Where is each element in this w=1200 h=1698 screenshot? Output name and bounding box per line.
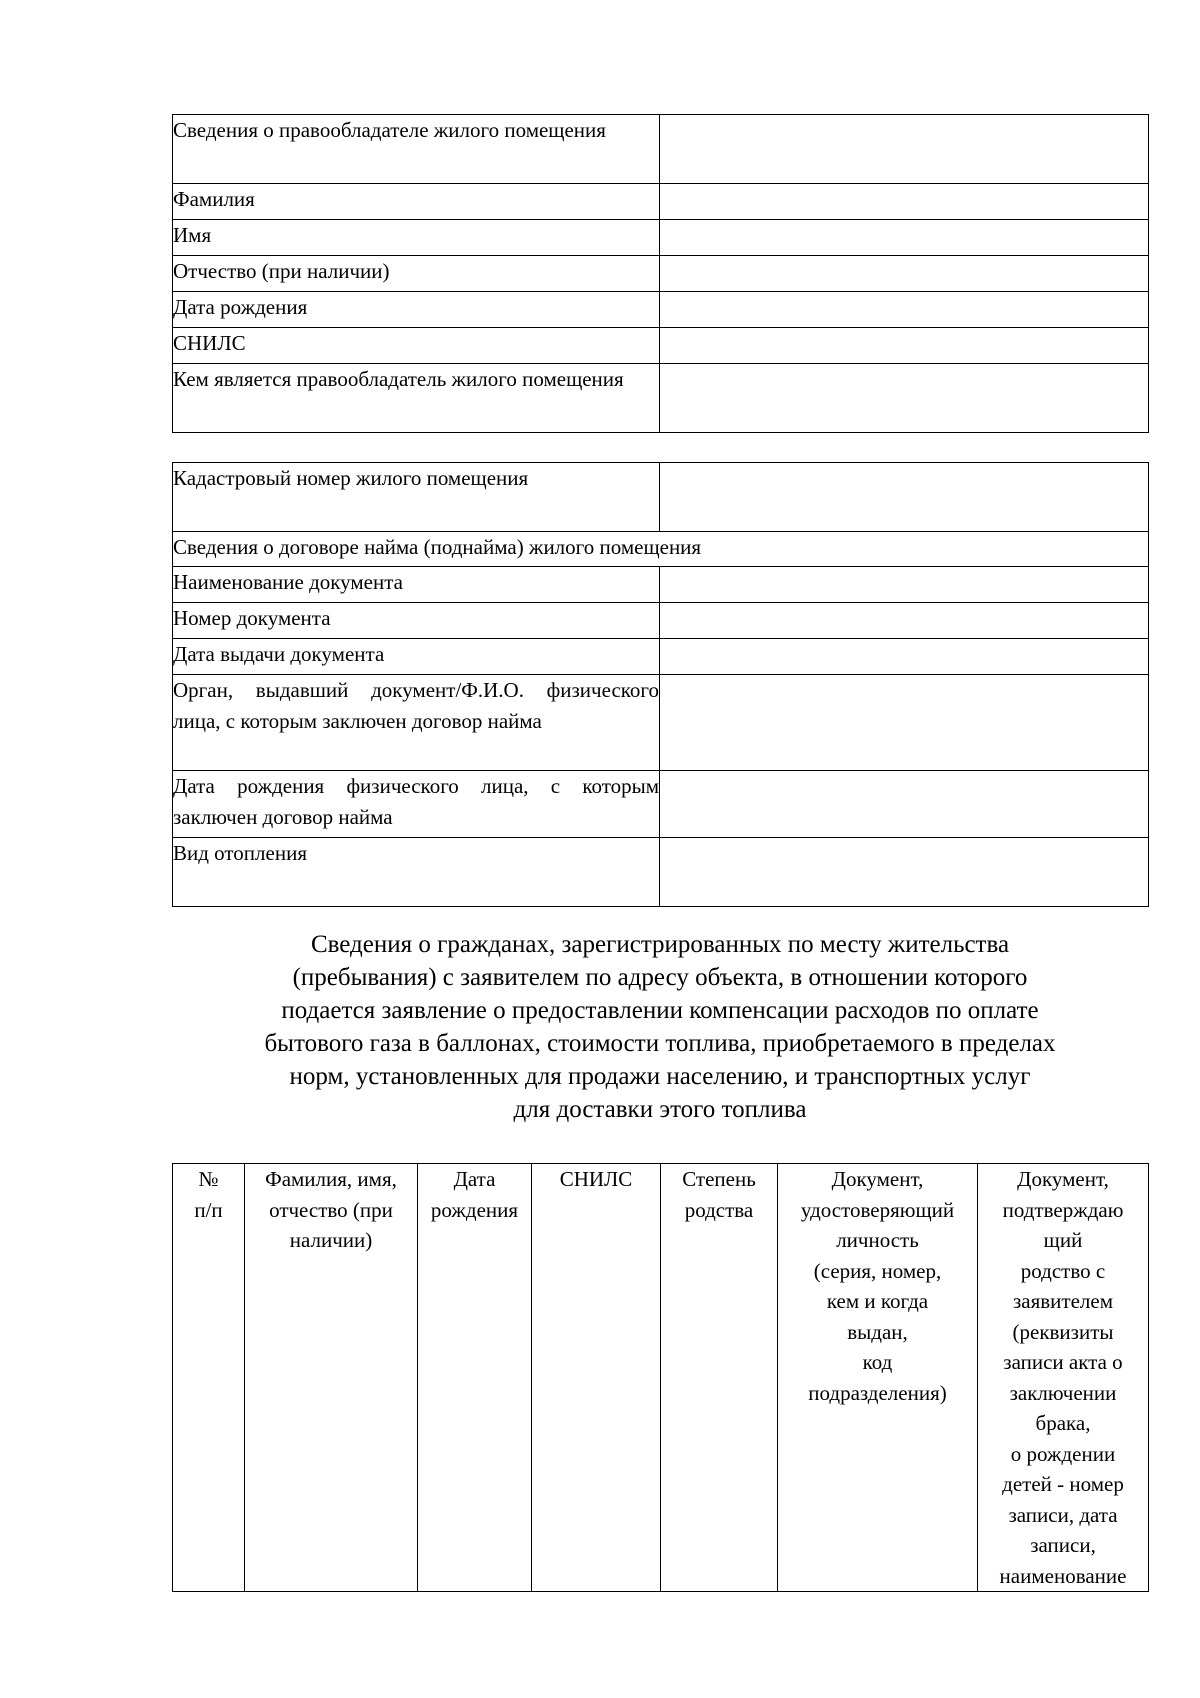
col-header-snils — [532, 1164, 661, 1592]
header-line: рождения — [430, 1197, 519, 1222]
caption-line: (пребывания) с заявителем по адресу объекта, в отношении которого — [292, 964, 1028, 991]
header-line: родство с — [1020, 1258, 1106, 1283]
col-header-birth-date — [418, 1164, 532, 1592]
document-name-label: Наименование документа — [173, 567, 660, 603]
table-row — [173, 328, 1149, 364]
birth-date-label: Дата рождения — [173, 292, 660, 328]
caption-line: Сведения о гражданах, зарегистрированных по месту жительства — [310, 931, 1010, 958]
header-line: Степень — [682, 1167, 756, 1191]
table-row — [173, 220, 1149, 256]
header-line: Фамилия, имя, — [265, 1167, 397, 1191]
owner-role-field[interactable] — [660, 364, 1149, 433]
header-line: № — [198, 1167, 219, 1191]
document-name-field[interactable] — [660, 567, 1149, 603]
header-line: выдан, — [847, 1319, 908, 1344]
table-row — [173, 364, 1149, 433]
surname-field[interactable] — [660, 184, 1149, 220]
col-header-identity-document — [778, 1164, 978, 1592]
table-row — [173, 567, 1149, 603]
header-line: удостоверяющий — [800, 1197, 955, 1222]
header-line: щий — [1043, 1228, 1083, 1252]
header-line: наличии) — [289, 1228, 373, 1252]
caption-line: норм, установленных для продажи населению, и транспортных услуг — [289, 1063, 1031, 1090]
header-line: подразделения) — [808, 1380, 947, 1405]
col-header-relationship — [661, 1164, 778, 1592]
header-line: заключении — [1009, 1380, 1117, 1405]
table-row — [173, 675, 1149, 771]
cadastral-number-field[interactable] — [660, 463, 1149, 532]
table-row — [173, 639, 1149, 675]
header-line: Документ, — [1017, 1167, 1109, 1191]
header-line: п/п — [194, 1197, 223, 1222]
header-line: СНИЛС — [559, 1167, 633, 1191]
citizens-table — [172, 1163, 1149, 1592]
table-row — [173, 463, 1149, 532]
cadastral-number-label: Кадастровый номер жилого помещения — [173, 463, 660, 532]
table-row — [173, 771, 1149, 838]
header-line: записи, дата — [1008, 1502, 1118, 1527]
snils-label: СНИЛС — [173, 328, 660, 364]
header-line: записи акта о — [1003, 1350, 1123, 1374]
issuer-label: Орган, выдавший документ/Ф.И.О. физического лица, с которым заключен договор найма — [173, 675, 660, 771]
heating-type-label: Вид отопления — [173, 838, 660, 907]
document-number-label: Номер документа — [173, 603, 660, 639]
issue-date-label: Дата выдачи документа — [173, 639, 660, 675]
caption-line: для доставки этого топлива — [513, 1096, 807, 1123]
citizens-section-caption — [172, 928, 1148, 1126]
header-line: кем и когда — [826, 1289, 929, 1313]
table-row — [173, 838, 1149, 907]
header-line: Дата — [453, 1167, 496, 1191]
header-line: родства — [684, 1197, 754, 1222]
first-name-label: Имя — [173, 220, 660, 256]
header-line: записи, — [1030, 1533, 1096, 1557]
tenant-birth-date-label: Дата рождения физического лица, с которым заключен договор найма — [173, 771, 660, 838]
lease-section-header: Сведения о договоре найма (поднайма) жилого помещения — [173, 532, 1149, 567]
header-line: код — [862, 1350, 893, 1374]
owner-section-value[interactable] — [660, 115, 1149, 184]
owner-role-label: Кем является правообладатель жилого помещения — [173, 364, 660, 433]
header-line: детей - номер — [1002, 1472, 1124, 1496]
tenant-birth-date-field[interactable] — [660, 771, 1149, 838]
header-line: заявителем — [1012, 1289, 1114, 1313]
table-header-row — [173, 1164, 1149, 1592]
header-line: Документ, — [831, 1167, 924, 1191]
surname-label: Фамилия — [173, 184, 660, 220]
property-info-table — [172, 462, 1149, 907]
first-name-field[interactable] — [660, 220, 1149, 256]
header-line: личность — [836, 1228, 919, 1252]
col-header-kinship-document — [978, 1164, 1149, 1592]
patronymic-label: Отчество (при наличии) — [173, 256, 660, 292]
col-header-number — [173, 1164, 245, 1592]
heating-type-field[interactable] — [660, 838, 1149, 907]
table-row — [173, 184, 1149, 220]
birth-date-field[interactable] — [660, 292, 1149, 328]
table-row — [173, 115, 1149, 184]
col-header-full-name — [245, 1164, 418, 1592]
caption-line: бытового газа в баллонах, стоимости топлива, приобретаемого в пределах — [264, 1030, 1056, 1057]
issuer-field[interactable] — [660, 675, 1149, 771]
table-row — [173, 603, 1149, 639]
snils-field[interactable] — [660, 328, 1149, 364]
header-line: (серия, номер, — [813, 1258, 942, 1283]
header-line: брака, — [1035, 1411, 1091, 1435]
table-row — [173, 256, 1149, 292]
header-line: (реквизиты — [1012, 1319, 1114, 1344]
table-row — [173, 292, 1149, 328]
document-number-field[interactable] — [660, 603, 1149, 639]
caption-line: подается заявление о предоставлении компенсации расходов по оплате — [281, 997, 1039, 1024]
header-line: наименование — [999, 1563, 1127, 1588]
header-line: подтверждаю — [1002, 1197, 1124, 1222]
owner-info-table — [172, 114, 1149, 433]
patronymic-field[interactable] — [660, 256, 1149, 292]
header-line: отчество (при — [269, 1197, 393, 1222]
issue-date-field[interactable] — [660, 639, 1149, 675]
header-line: о рождении — [1010, 1441, 1116, 1466]
owner-section-label: Сведения о правообладателе жилого помещения — [173, 115, 660, 184]
table-row — [173, 532, 1149, 567]
